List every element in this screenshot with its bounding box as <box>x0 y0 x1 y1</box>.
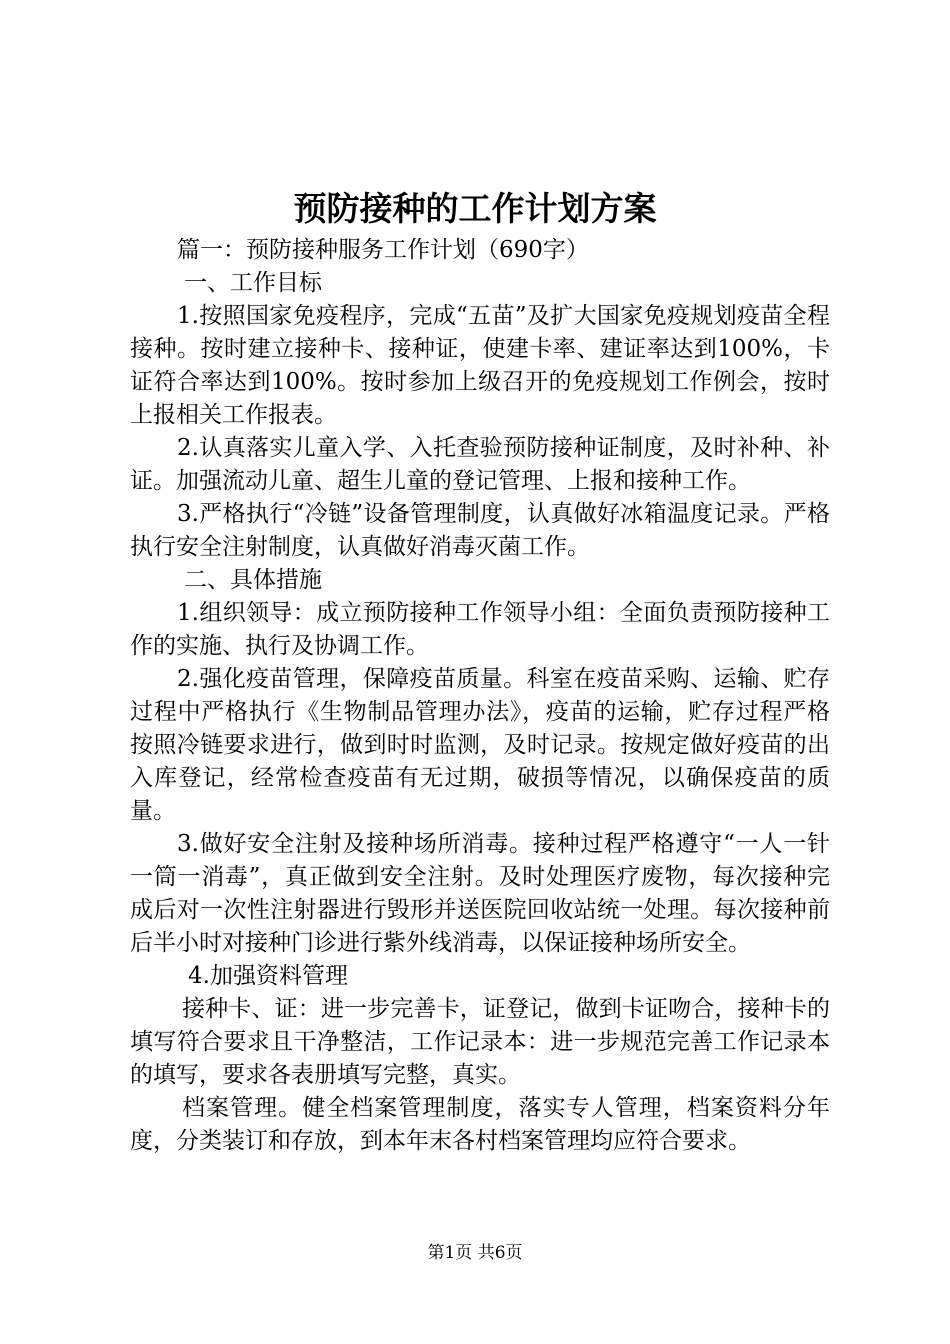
paragraph: 1.组织领导：成立预防接种工作领导小组：全面负责预防接种工作的实施、执行及协调工作。 <box>130 600 830 659</box>
paragraph: 2.强化疫苗管理，保障疫苗质量。科室在疫苗采购、运输、贮存过程中严格执行《生物制品管理办法》，疫苗的运输，贮存过程严格按照冷链要求进行，做到时时监测，及时记录。按规定做好疫苗的出入库登记，经常检查疫苗有无过期，破损等情况，以确保疫苗的质量。 <box>130 666 830 824</box>
subsection-heading: 一、工作目标 <box>184 270 322 296</box>
subsection-heading: 4.加强资料管理 <box>188 963 348 989</box>
paragraph: 档案管理。健全档案管理制度，落实专人管理，档案资料分年度，分类装订和存放，到本年末各村档案管理均应符合要求。 <box>130 1095 830 1154</box>
document-body <box>130 234 830 1158</box>
paragraph: 接种卡、证：进一步完善卡，证登记，做到卡证吻合，接种卡的填写符合要求且干净整洁，工作记录本：进一步规范完善工作记录本的填写，要求各表册填写完整，真实。 <box>130 996 830 1088</box>
paragraph: 3.做好安全注射及接种场所消毒。接种过程严格遵守“一人一针一筒一消毒”，真正做到安全注射。及时处理医疗废物，每次接种完成后对一次性注射器进行毁形并送医院回收站统一处理。每次接种前后半小时对接种门诊进行紫外线消毒，以保证接种场所安全。 <box>130 831 830 956</box>
subsection-heading: 二、具体措施 <box>184 567 322 593</box>
document-title: 预防接种的工作计划方案 <box>293 189 657 228</box>
paragraph: 1.按照国家免疫程序，完成“五苗”及扩大国家免疫规划疫苗全程接种。按时建立接种卡、接种证，使建卡率、建证率达到100%，卡证符合率达到100%。按时参加上级召开的免疫规划工作例会，按时上报相关工作报表。 <box>130 303 830 428</box>
page-footer: 第1页 共6页 <box>427 1243 523 1263</box>
paragraph: 2.认真落实儿童入学、入托查验预防接种证制度，及时补种、补证。加强流动儿童、超生儿童的登记管理、上报和接种工作。 <box>130 435 830 494</box>
paragraph: 3.严格执行“冷链”设备管理制度，认真做好冰箱温度记录。严格执行安全注射制度，认真做好消毒灭菌工作。 <box>130 501 830 560</box>
section-heading: 篇一：预防接种服务工作计划（690字） <box>177 237 589 263</box>
